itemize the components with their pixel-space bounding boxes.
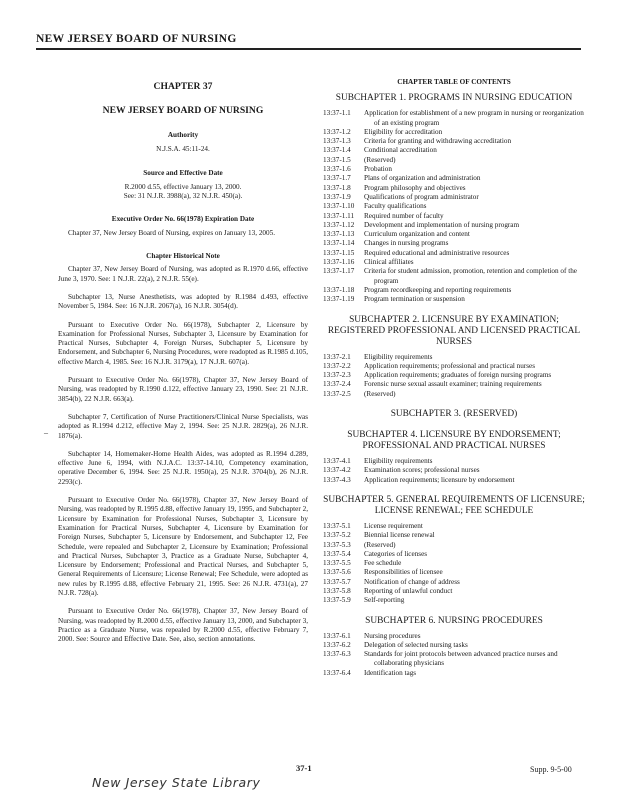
toc-entry [323, 559, 585, 568]
section-number: 13:37-4.1 [323, 457, 351, 466]
subchapter-heading: SUBCHAPTER 3. (RESERVED) [390, 409, 518, 420]
history-paragraph: Pursuant to Executive Order No. 66(1978), Subchapter 2, Licensure by Examination for Professional Nurses, Subchapter 3, Licensure by Examination for Practical Nurses, Subchapter 4, Foreign Nurses, Subchapter 5, Licensure by Endorsement, and Subchapter 6, Nursing Procedures, were readopted as R.1985 d.105, effective March 4, 1985. See: 16 N.J.R. 3179(a), 17 N.J.R. 607(a). [58, 320, 308, 366]
section-number: 13:37-1.2 [323, 127, 351, 136]
toc-entry [323, 650, 585, 669]
section-number: 13:37-6.2 [323, 640, 351, 649]
toc-entry [323, 174, 585, 183]
section-title: (Reserved) [364, 155, 396, 164]
section-list [323, 109, 585, 304]
section-title: Examination scores; professional nurses [364, 466, 480, 475]
section-number: 13:37-1.17 [323, 267, 355, 276]
toc-entry [323, 193, 585, 202]
section-number: 13:37-4.3 [323, 475, 351, 484]
section-number: 13:37-5.8 [323, 586, 351, 595]
toc-entry [323, 641, 585, 650]
section-title: Program recordkeeping and reporting requirements [364, 285, 512, 294]
section-number: 13:37-1.7 [323, 174, 351, 183]
toc-entry [323, 587, 585, 596]
section-title: Required number of faculty [364, 211, 444, 220]
left-column [58, 78, 308, 644]
section-title: Biennial license renewal [364, 531, 435, 540]
source-line-2: See: 31 N.J.R. 3988(a), 32 N.J.R. 450(a). [123, 192, 243, 201]
page-number: 37-1 [296, 763, 312, 773]
running-header: NEW JERSEY BOARD OF NURSING [36, 33, 237, 45]
section-number: 13:37-2.2 [323, 361, 351, 370]
section-title: Program philosophy and objectives [364, 183, 466, 192]
toc-entry [323, 156, 585, 165]
chapter-name: NEW JERSEY BOARD OF NURSING [102, 105, 264, 116]
section-number: 13:37-2.3 [323, 371, 351, 380]
toc-entry [323, 258, 585, 267]
section-title: (Reserved) [364, 389, 396, 398]
section-title: Changes in nursing programs [364, 239, 449, 248]
section-number: 13:37-1.1 [323, 109, 351, 118]
section-number: 13:37-6.1 [323, 631, 351, 640]
section-title: Eligibility requirements [364, 352, 433, 361]
toc-entry [323, 371, 585, 380]
toc-entry [323, 457, 585, 466]
section-title: Application for establishment of a new program in nursing or reorganization of an existing program [364, 109, 584, 127]
section-list [323, 457, 585, 485]
toc-entry [323, 476, 585, 485]
section-number: 13:37-1.8 [323, 183, 351, 192]
toc-entry [323, 568, 585, 577]
toc-entry [323, 249, 585, 258]
section-title: Identification tags [364, 668, 417, 677]
section-number: 13:37-2.5 [323, 389, 351, 398]
section-title: Forensic nurse sexual assault examiner; training requirements [364, 380, 542, 389]
section-number: 13:37-6.3 [323, 650, 351, 659]
toc-entry [323, 137, 585, 146]
section-title: Delegation of selected nursing tasks [364, 640, 468, 649]
toc-entry [323, 522, 585, 531]
margin-mark: – [44, 428, 48, 437]
section-title: Conditional accreditation [364, 146, 437, 155]
toc-entry [323, 578, 585, 587]
history-paragraph: Subchapter 13, Nurse Anesthetists, was adopted by R.1984 d.493, effective November 5, 1984. See: 16 N.J.R. 2067(a), 16 N.J.R. 3054(d). [58, 292, 308, 311]
subchapter-heading: SUBCHAPTER 6. NURSING PROCEDURES [365, 615, 543, 626]
section-number: 13:37-2.4 [323, 380, 351, 389]
subchapter-heading: SUBCHAPTER 4. LICENSURE BY ENDORSEMENT; PROFESSIONAL AND PRACTICAL NURSES [347, 430, 561, 452]
section-number: 13:37-5.4 [323, 549, 351, 558]
section-number: 13:37-1.13 [323, 230, 355, 239]
section-number: 13:37-5.2 [323, 531, 351, 540]
section-title: Required educational and administrative resources [364, 248, 510, 257]
section-number: 13:37-5.7 [323, 577, 351, 586]
history-paragraph: Pursuant to Executive Order No. 66(1978), Chapter 37, New Jersey Board of Nursing, was readopted by R.1995 d.88, effective January 19, 1995, and Subchapter 2, Licensure by Examination for Professional Nurses, Subchapter 3, Licensure by Examination for Practical Nurses, Subchapter 4, Licensure by Examination for Foreign Nurses, Subchapter 5, Licensure by Endorsement, and Subchapter 12, Fee Schedule, were repealed and Subchapter 2, Licensure by Examination; Professional and Practical Nurses, Subchapter 3, Practice as a Graduate Nurse, Subchapter 4, Licensure by Endorsement; Professional and Practical Nurses, and Subchapter 5, General Requirements of Licensure; License Renewal; Fee Schedule, were adopted as new rules by R.1995 d.88, effective February 21, 1995. See: 26 N.J.R. 4731(a), 27 N.J.R. 728(a). [58, 496, 308, 597]
toc-entry [323, 380, 585, 389]
section-title: Probation [364, 165, 392, 174]
section-title: Fee schedule [364, 559, 402, 568]
section-title: Qualifications of program administrator [364, 192, 479, 201]
toc-entry [323, 531, 585, 540]
history-paragraph: Pursuant to Executive Order No. 66(1978), Chapter 37, New Jersey Board of Nursing, was readopted by R.2000 d.55, effective January 13, 2000, and Subchapter 3, Practice as a Graduate Nurse, was repealed by R.2000 d.55, effective February 7, 2000. See: Source and Effective Date. See, also, section annotations. [58, 607, 308, 644]
section-number: 13:37-4.2 [323, 466, 351, 475]
toc-entry [323, 221, 585, 230]
toc-entry [323, 184, 585, 193]
section-title: Development and implementation of nursing program [364, 220, 520, 229]
section-title: License requirement [364, 521, 423, 530]
section-title: Responsibilities of licensee [364, 568, 443, 577]
toc-entry [323, 286, 585, 295]
history-paragraph: Subchapter 7, Certification of Nurse Practitioners/Clinical Nurse Specialists, was adopted as R.1994 d.212, effective May 2, 1994. See: 25 N.J.R. 2829(a), 26 N.J.R. 1876(a). [58, 412, 308, 440]
section-number: 13:37-5.9 [323, 596, 351, 605]
section-number: 13:37-2.1 [323, 352, 351, 361]
toc-entry [323, 390, 585, 399]
toc-entry [323, 596, 585, 605]
section-title: Plans of organization and administration [364, 174, 481, 183]
history-paragraph: Chapter 37, New Jersey Board of Nursing, was adopted as R.1970 d.66, effective June 3, 1970. See: 1 N.J.R. 22(a), 2 N.J.R. 55(e). [58, 265, 308, 283]
section-number: 13:37-5.1 [323, 521, 351, 530]
library-stamp: New Jersey State Library [92, 775, 261, 790]
toc-entry [323, 202, 585, 211]
toc-body [323, 93, 585, 678]
section-number: 13:37-1.4 [323, 146, 351, 155]
section-title: Eligibility requirements [364, 457, 433, 466]
toc-entry [323, 541, 585, 550]
section-title: Curriculum organization and content [364, 230, 470, 239]
section-title: Eligibility for accreditation [364, 127, 443, 136]
section-list [323, 353, 585, 399]
toc-entry [323, 146, 585, 155]
toc-entry [323, 632, 585, 641]
toc-entry [323, 669, 585, 678]
section-number: 13:37-6.4 [323, 668, 351, 677]
exec-order-heading: Executive Order No. 66(1978) Expiration Date [111, 215, 255, 224]
section-title: Categories of licenses [364, 549, 428, 558]
subchapter-heading: SUBCHAPTER 2. LICENSURE BY EXAMINATION; REGISTERED PROFESSIONAL AND LICENSED PRACTICAL NURSES [327, 314, 581, 347]
section-title: Notification of change of address [364, 577, 460, 586]
section-title: Nursing procedures [364, 631, 421, 640]
supplement-date: Supp. 9-5-00 [530, 765, 572, 774]
section-title: Criteria for student admission, promotion, retention and completion of the program [364, 267, 577, 285]
section-number: 13:37-1.10 [323, 202, 355, 211]
toc-entry [323, 239, 585, 248]
table-of-contents [323, 78, 585, 678]
history-paragraph: Subchapter 14, Homemaker-Home Health Aides, was adopted as R.1994 d.289, effective June 6, 1994, with N.J.A.C. 13:37-14.10, Competency examination, operative December 6, 1994. See: 25 N.J.R. 1950(a), 25 N.J.R. 3704(b), 26 N.J.R. 2293(c). [58, 449, 308, 486]
authority-text: N.J.S.A. 45:11-24. [156, 145, 210, 154]
header-rule [36, 48, 581, 50]
subchapter-heading: SUBCHAPTER 5. GENERAL REQUIREMENTS OF LICENSURE; LICENSE RENEWAL; FEE SCHEDULE [323, 494, 585, 516]
toc-entry [323, 267, 585, 286]
section-title: Faculty qualifications [364, 202, 427, 211]
section-number: 13:37-1.9 [323, 192, 351, 201]
history-paragraph: Pursuant to Executive Order No. 66(1978), Chapter 37, New Jersey Board of Nursing, was readopted by R.1990 d.122, effective January 23, 1990. See: 21 N.J.R. 3854(b), 22 N.J.R. 663(a). [58, 376, 308, 403]
section-number: 13:37-1.14 [323, 239, 355, 248]
toc-entry [323, 230, 585, 239]
toc-entry [323, 353, 585, 362]
section-title: Application requirements; professional and practical nurses [364, 361, 536, 370]
section-title: Standards for joint protocols between advanced practice nurses and collaborating physicians [364, 650, 558, 668]
exec-order-text: Chapter 37, New Jersey Board of Nursing, expires on January 13, 2005. [68, 228, 275, 237]
section-number: 13:37-1.11 [323, 211, 355, 220]
source-heading: Source and Effective Date [143, 168, 223, 177]
subchapter-heading: SUBCHAPTER 1. PROGRAMS IN NURSING EDUCATION [335, 93, 573, 104]
chapter-label: CHAPTER 37 [153, 81, 213, 92]
toc-entry [323, 362, 585, 371]
section-title: Self-reporting [364, 596, 405, 605]
section-title: Program termination or suspension [364, 295, 465, 304]
history-notes [58, 265, 308, 644]
section-number: 13:37-1.18 [323, 285, 355, 294]
source-line-1: R.2000 d.55, effective January 13, 2000. [124, 182, 242, 191]
toc-entry [323, 466, 585, 475]
section-title: Application requirements; graduates of foreign nursing programs [364, 371, 552, 380]
section-number: 13:37-1.3 [323, 137, 351, 146]
section-title: Reporting of unlawful conduct [364, 586, 453, 595]
section-number: 13:37-1.15 [323, 248, 355, 257]
section-number: 13:37-1.6 [323, 165, 351, 174]
toc-title: CHAPTER TABLE OF CONTENTS [397, 78, 511, 86]
section-title: (Reserved) [364, 540, 396, 549]
toc-entry [323, 109, 585, 128]
section-number: 13:37-5.3 [323, 540, 351, 549]
toc-entry [323, 165, 585, 174]
section-title: Criteria for granting and withdrawing accreditation [364, 137, 512, 146]
toc-entry [323, 550, 585, 559]
section-number: 13:37-1.12 [323, 220, 355, 229]
section-number: 13:37-5.6 [323, 568, 351, 577]
section-title: Application requirements; licensure by endorsement [364, 475, 515, 484]
toc-entry [323, 212, 585, 221]
toc-entry [323, 128, 585, 137]
section-list [323, 522, 585, 606]
section-number: 13:37-5.5 [323, 559, 351, 568]
toc-entry [323, 295, 585, 304]
section-number: 13:37-1.19 [323, 295, 355, 304]
section-list [323, 632, 585, 678]
section-number: 13:37-1.5 [323, 155, 351, 164]
section-number: 13:37-1.16 [323, 258, 355, 267]
section-title: Clinical affiliates [364, 258, 414, 267]
history-heading: Chapter Historical Note [146, 252, 220, 261]
authority-heading: Authority [167, 131, 199, 139]
